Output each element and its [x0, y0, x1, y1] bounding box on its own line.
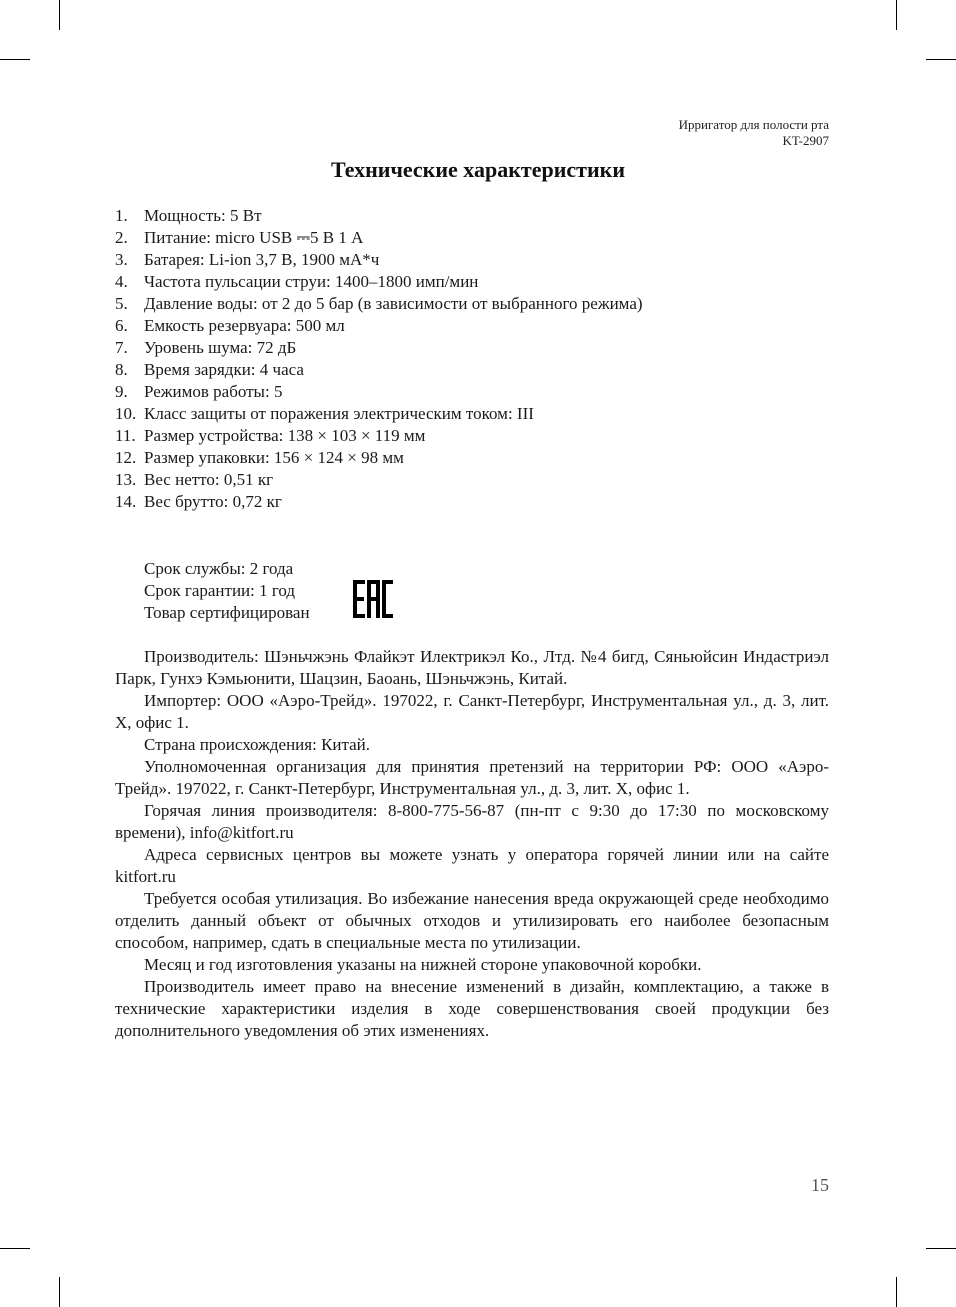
spec-item [115, 271, 835, 293]
spec-number: 13. [115, 470, 137, 489]
paragraph-service-centers: Адреса сервисных центров вы можете узнать у оператора горячей линии или на сайте kitfort.ru [115, 845, 829, 886]
running-header [679, 117, 829, 149]
spec-text: Время зарядки: 4 часа [144, 360, 304, 379]
spec-number: 6. [115, 316, 128, 335]
page-number: 15 [811, 1175, 829, 1195]
spec-number: 10. [115, 404, 137, 423]
spec-item [115, 315, 835, 337]
crop-mark [0, 1248, 30, 1249]
spec-text: Давление воды: от 2 до 5 бар (в зависимости от выбранного режима) [144, 294, 643, 313]
spec-number: 3. [115, 250, 128, 269]
spec-number: 11. [115, 426, 136, 445]
spec-text: Размер упаковки: 156 × 124 × 98 мм [144, 448, 404, 467]
spec-text: Мощность: 5 Вт [144, 206, 262, 225]
paragraph-origin: Страна происхождения: Китай. [144, 735, 371, 754]
crop-mark [0, 59, 30, 60]
spec-number: 14. [115, 492, 137, 511]
spec-item [115, 491, 835, 513]
spec-item [115, 337, 835, 359]
service-life: Срок службы: 2 года [144, 559, 294, 578]
paragraph-changes-notice: Производитель имеет право на внесение изменений в дизайн, комплектацию, а также в технические характеристики изделия в ходе совершенствования своей продукции без дополнительного уведомления об этих изменениях. [115, 977, 829, 1040]
specs-list [115, 205, 835, 513]
spec-item [115, 469, 835, 491]
spec-text: Вес брутто: 0,72 кг [144, 492, 282, 511]
spec-number: 9. [115, 382, 128, 401]
body-text [115, 646, 829, 1042]
service-info [144, 558, 310, 624]
paragraph-manufacturer: Производитель: Шэньчжэнь Флайкэт Илектрикэл Ко., Лтд. №4 бигд, Сяньюйсин Индастриэл Парк, Гунхэ Кэмьюнити, Шацзин, Баоань, Шэньчжэнь, Китай. [115, 647, 829, 688]
spec-text: Батарея: Li-ion 3,7 В, 1900 мА*ч [144, 250, 380, 269]
spec-text: Режимов работы: 5 [144, 382, 283, 401]
crop-mark [926, 1248, 956, 1249]
spec-item [115, 227, 835, 249]
crop-mark [926, 59, 956, 60]
spec-item [115, 447, 835, 469]
spec-number: 7. [115, 338, 128, 357]
spec-text: Частота пульсации струи: 1400–1800 имп/мин [144, 272, 479, 291]
spec-text: Размер устройства: 138 × 103 × 119 мм [144, 426, 426, 445]
spec-item [115, 249, 835, 271]
spec-item [115, 403, 835, 425]
paragraph-importer: Импортер: ООО «Аэро-Трейд». 197022, г. Санкт-Петербург, Инструментальная ул., д. 3, лит. Х, офис 1. [115, 691, 829, 732]
spec-text: Уровень шума: 72 дБ [144, 338, 297, 357]
warranty-period: Срок гарантии: 1 год [144, 581, 296, 600]
spec-item [115, 293, 835, 315]
paragraph-hotline: Горячая линия производителя: 8-800-775-56-87 (пн-пт с 9:30 до 17:30 по московскому времени), info@kitfort.ru [115, 801, 829, 842]
crop-mark [896, 1277, 897, 1307]
paragraph-disposal: Требуется особая утилизация. Во избежание нанесения вреда окружающей среде необходимо отделить данный объект от обычных отходов и утилизировать его наиболее безопасным способом, например, сдать в специальные места по утилизации. [115, 889, 829, 952]
certification-note: Товар сертифицирован [144, 603, 310, 622]
spec-number: 4. [115, 272, 128, 291]
spec-item [115, 381, 835, 403]
spec-item [115, 359, 835, 381]
spec-number: 2. [115, 228, 128, 247]
crop-mark [59, 0, 60, 30]
spec-number: 12. [115, 448, 137, 467]
spec-text: Питание: micro USB ⎓5 В 1 А [144, 228, 364, 247]
crop-mark [896, 0, 897, 30]
crop-mark [59, 1277, 60, 1307]
spec-item [115, 425, 835, 447]
spec-text: Емкость резервуара: 500 мл [144, 316, 345, 335]
spec-text: Класс защиты от поражения электрическим током: III [144, 404, 534, 423]
spec-text: Вес нетто: 0,51 кг [144, 470, 274, 489]
spec-number: 8. [115, 360, 128, 379]
header-model: KT-2907 [782, 133, 829, 148]
header-product-name: Ирригатор для полости рта [678, 117, 829, 132]
eac-mark-icon [352, 579, 394, 619]
paragraph-manufacture-date: Месяц и год изготовления указаны на нижней стороне упаковочной коробки. [144, 955, 702, 974]
page-title: Технические характеристики [330, 157, 626, 182]
spec-item [115, 205, 835, 227]
paragraph-claims-org: Уполномоченная организация для принятия претензий на территории РФ: ООО «Аэро-Трейд». 197022, г. Санкт-Петербург, Инструментальная ул., д. 3, лит. Х, офис 1. [115, 757, 829, 798]
spec-number: 5. [115, 294, 128, 313]
spec-number: 1. [115, 206, 128, 225]
